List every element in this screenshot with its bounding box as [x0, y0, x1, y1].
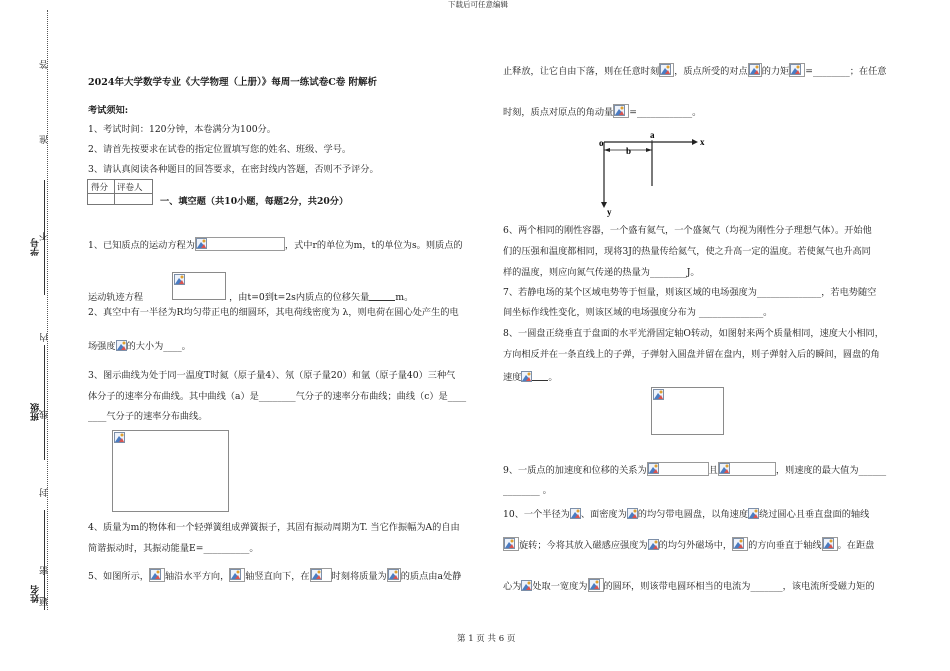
q5r-text-a: 止释放，让它自由下落，则在任意时刻 [503, 66, 660, 77]
q10-text-d: 绕过圆心且垂直盘面的轴线 [759, 509, 870, 520]
fig-a-label: a [650, 130, 655, 140]
side-label-feng: 封 [40, 488, 50, 497]
class-line [44, 345, 45, 460]
q5r-t-image [659, 63, 674, 77]
side-label-nei: 内 [40, 333, 50, 342]
q10-text-j: 处取一宽度为 [532, 581, 588, 592]
q8-omega-image [521, 371, 532, 382]
question-10-line-1 [503, 508, 869, 521]
question-10-line-2 [503, 537, 874, 552]
fig-x-label: x [700, 137, 705, 147]
question-8-line-3 [503, 370, 558, 384]
q9-text-a: 9、一质点的加速度和位移的关系为 [503, 465, 647, 476]
q5r-text-e: 时刻，质点对原点的角动量 [503, 107, 614, 118]
score-table [87, 179, 153, 205]
q8-text-c: 速度 [503, 372, 522, 383]
q10-r-image [521, 580, 532, 591]
q5-mass-image [387, 568, 401, 582]
q5r-text-d: =________；在任意 [805, 66, 887, 77]
q5-continued-line-2 [503, 104, 701, 119]
q5-axes-figure [592, 128, 717, 218]
q10-text-a: 10、一个半径为 [503, 509, 570, 520]
question-3-line-3: ____气分子的速率分布曲线。 [88, 411, 208, 422]
q10-dr-image [588, 578, 604, 592]
page-title: 2024年大学数学专业《大学物理（上册）》每周一练试卷C卷 附解析 [88, 77, 378, 88]
side-label-mi: 密 [40, 566, 50, 575]
score-label: 得分 [91, 183, 109, 193]
notice-item-3: 3、请认真阅读各种题目的回答要求，在密封线内答题，否则不予评分。 [88, 164, 379, 175]
question-6-line-1: 6、两个相同的刚性容器，一个盛有氦气，一个盛氮气（均视为刚性分子理想气体）。开始他 [503, 225, 872, 236]
q1-text-c: 运动轨迹方程 [88, 292, 144, 303]
q10-text-b: 、面密度为 [580, 509, 627, 520]
q10-axis-image [503, 537, 519, 551]
q2-text-c: 的大小为____。 [126, 341, 191, 352]
q8-answer-blank [532, 370, 548, 381]
section-title: 一、填空题（共10小题，每题2分，共20分） [160, 196, 349, 207]
q10-omega-image [748, 508, 759, 519]
q10-text-g: 的方向垂直于轴线 [748, 540, 822, 551]
q5-text-e: 的质点由a处静 [400, 571, 462, 582]
notice-heading: 考试须知: [88, 105, 129, 116]
q3-distribution-figure [112, 430, 229, 512]
q9-condition-image [718, 462, 776, 476]
q10-text-k: 的圆环，则该带电圆环相当的电流为_______，该电流所受磁力矩的 [603, 581, 875, 592]
q8-text-d: 。 [548, 372, 558, 383]
fig-y-label: y [607, 207, 612, 217]
q5r-text-c: 的力矩 [761, 66, 790, 77]
notice-item-1: 1、考试时间：120分钟，本卷满分为100分。 [88, 124, 276, 135]
fig-origin-label: o [599, 138, 604, 148]
q2-text-b: 场强度 [88, 341, 116, 352]
q10-B-direction-image [732, 537, 748, 551]
q5-y-axis-image [229, 568, 245, 582]
grader-label: 评卷人 [117, 183, 143, 193]
question-10-line-3 [503, 578, 875, 593]
binding-dotted-line [47, 10, 48, 610]
side-label-student-id: 学号 [31, 238, 41, 256]
question-3-line-2: 体分子的速率分布曲线。其中曲线（a）是________气分子的速率分布曲线；曲线（c）是____ [88, 391, 467, 402]
q5r-text-b: ，质点所受的对点 [674, 66, 748, 77]
q10-B-image [648, 539, 659, 550]
question-1-line-2 [88, 290, 413, 304]
q5-x-axis-image [149, 568, 165, 582]
side-label-class: 班级 [31, 403, 41, 421]
q10-text-h: 。在距盘 [837, 540, 875, 551]
question-8-line-2: 方向相反并在一条直线上的子弹，子弹射入圆盘并留在盘内，则子弹射入后的瞬间，圆盘的角 [503, 349, 880, 360]
side-label-zhun: 准 [40, 135, 50, 144]
score-table-divider-v [114, 180, 115, 204]
side-label-name: 姓名 [31, 585, 41, 603]
q10-text-f: 的均匀外磁场中， [658, 540, 733, 551]
q10-text-e: 旋转；今将其放入磁感应强度为 [519, 540, 648, 551]
q10-axisline-image [822, 537, 838, 551]
q9-text-c: ，则速度的最大值为______ [775, 465, 887, 476]
q2-symbol-image [116, 340, 127, 351]
notice-item-2: 2、请首先按要求在试卷的指定位置填写您的姓名、班级、学号。 [88, 144, 352, 155]
q10-text-c: 的均匀带电圆盘，以角速度 [637, 509, 749, 520]
q1-equation-image [195, 237, 285, 251]
q5-continued-line-1 [503, 63, 886, 78]
q5r-point-image [748, 63, 762, 77]
question-4-line-1: 4、质量为m的物体和一个轻弹簧组成弹簧振子，其固有振动周期为T. 当它作振幅为A的自由 [88, 522, 460, 533]
question-5-line-1 [88, 568, 461, 583]
q9-relation-image [647, 462, 709, 476]
question-6-line-3: 样的温度，则应向氮气传递的热量为________J。 [503, 267, 700, 278]
q5-time-image [310, 568, 332, 582]
q10-sigma-image [627, 508, 638, 519]
fig-b-label: b [626, 146, 632, 156]
q10-radius-image [570, 508, 581, 519]
score-table-divider-h [88, 193, 152, 194]
question-3-line-1: 3、图示曲线为处于同一温度T时氦（原子量4）、氖（原子量20）和氩（原子量40）三种气 [88, 370, 456, 381]
question-6-line-2: 们的压强和温度都相同，现将3J的热量传给氦气，使之升高一定的温度。若使氮气也升高同 [503, 246, 871, 257]
q5r-torque-image [789, 63, 805, 77]
q5-text-a: 5、如图所示， [88, 571, 149, 582]
side-label-bu: 不 [40, 232, 50, 241]
q1-text-d: ，由t=0到t=2s内质点的位移矢量 [229, 292, 370, 303]
question-2-line-1: 2、真空中有一半径为R均匀带正电的细圆环，其电荷线密度为 λ，则电荷在圆心处产生的电 [88, 307, 459, 318]
question-8-line-1: 8、一圆盘正绕垂直于盘面的水平光滑固定轴O转动，如图射来两个质量相同，速度大小相同， [503, 328, 884, 339]
q5r-text-f: =____________。 [629, 107, 702, 118]
q5-text-d: 时刻将质量为 [331, 571, 387, 582]
question-9-line-2: ________ 。 [503, 485, 552, 496]
question-7-line-2: 间坐标作线性变化，则该区域的电场强度分布为 ______________。 [503, 307, 773, 318]
side-label-ti: 题 [40, 597, 50, 606]
q5-text-c: 轴竖直向下，在 [245, 571, 310, 582]
q5r-angular-momentum-image [613, 104, 629, 118]
side-label-answer: 答 [40, 60, 50, 69]
q8-disk-figure [651, 387, 724, 435]
q9-text-b: 且 [708, 465, 718, 476]
q1-text-a: 1、已知质点的运动方程为 [88, 240, 195, 251]
q1-text-b: ，式中r的单位为m，t的单位为s。则质点的 [284, 240, 463, 251]
question-7-line-1: 7、若静电场的某个区域电势等于恒量，则该区域的电场强度为______________，若电势随空 [503, 287, 877, 298]
q10-text-i: 心为 [503, 581, 522, 592]
name-line [44, 510, 45, 610]
page-footer: 第 1 页 共 6 页 [457, 634, 516, 644]
side-label-xian: 线 [40, 410, 50, 419]
question-9-line-1 [503, 462, 886, 477]
question-4-line-2: 简谐振动时，其振动能量E=__________。 [88, 543, 259, 554]
question-2-line-2 [88, 340, 191, 353]
q1-answer-blank [369, 290, 395, 301]
q1-text-e: m。 [395, 292, 414, 303]
header-note: 下载后可任意编辑 [448, 0, 508, 9]
question-1-line-1 [88, 237, 463, 252]
q5-text-b: 轴沿水平方向， [164, 571, 230, 582]
